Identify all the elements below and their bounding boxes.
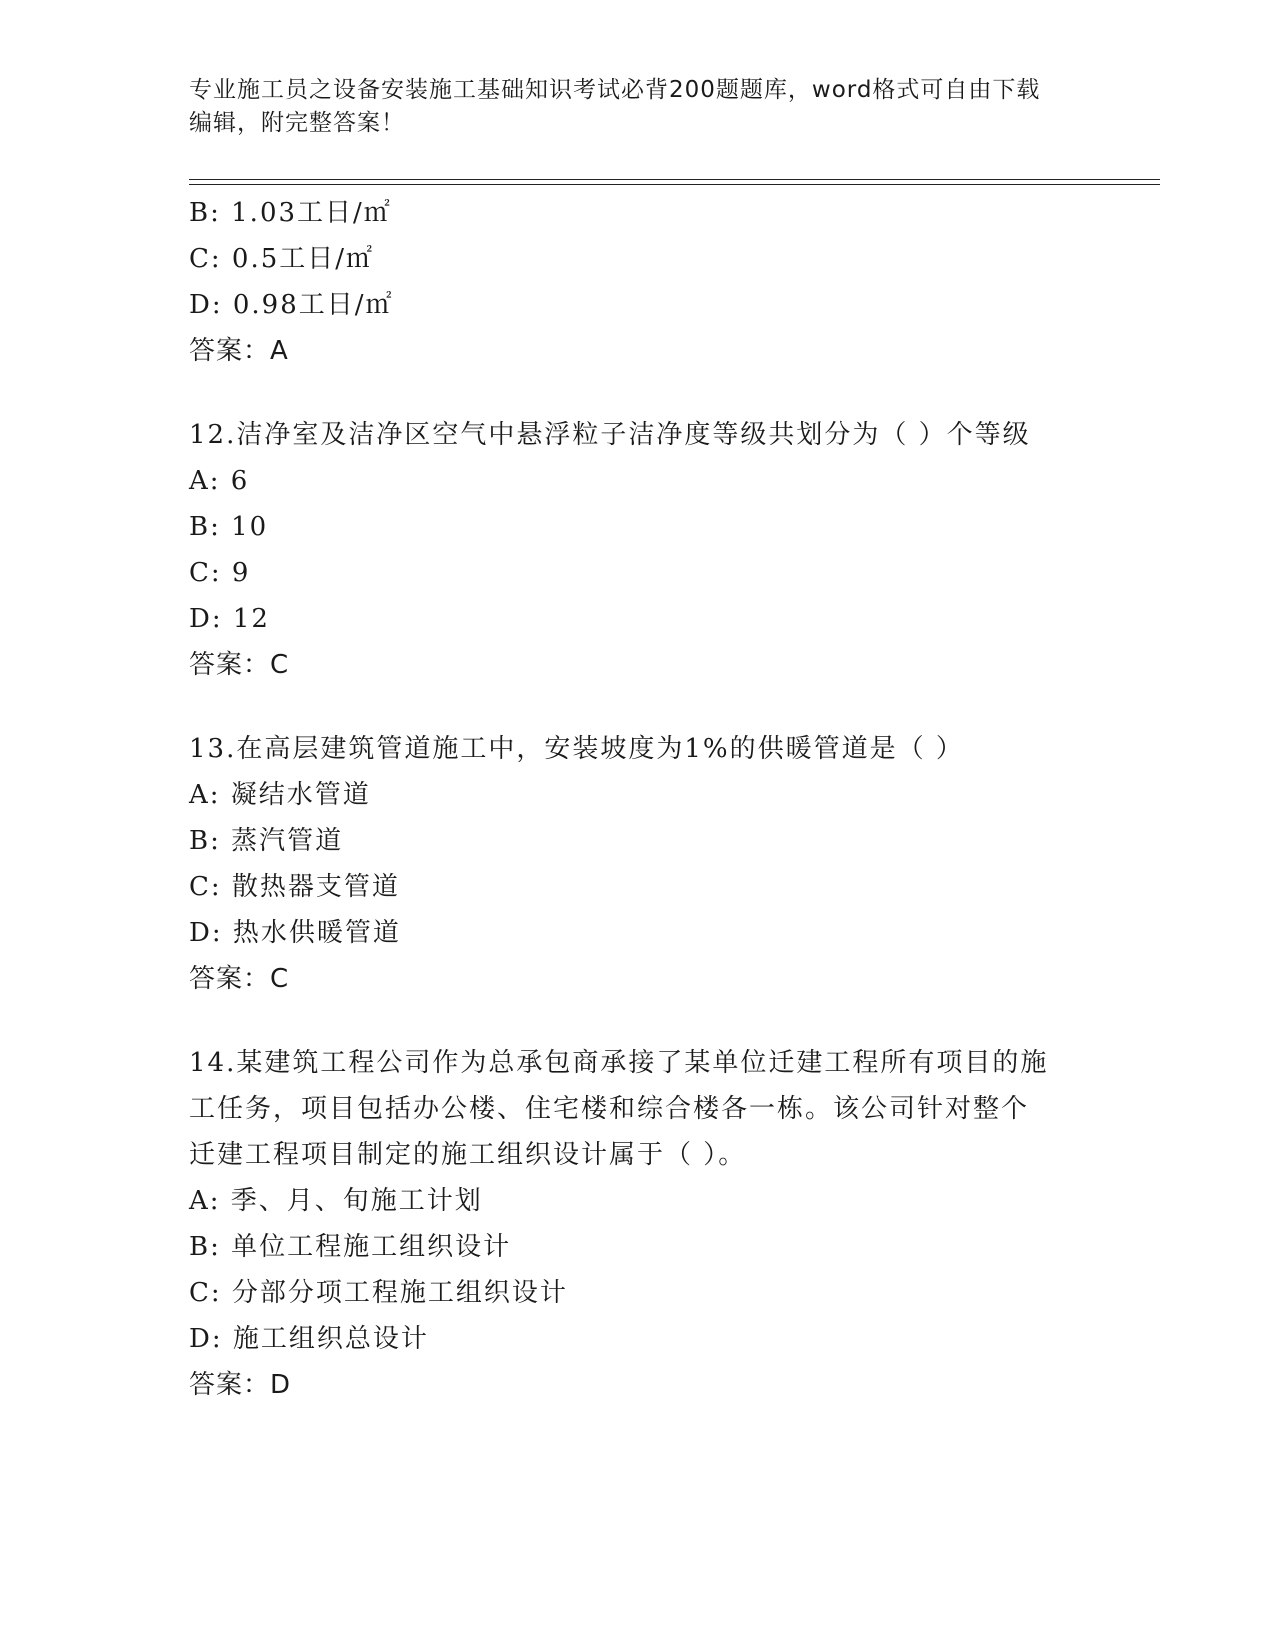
question-stem-line-2: 工任务，项目包括办公楼、住宅楼和综合楼各一栋。该公司针对整个 — [189, 1094, 1030, 1124]
option-c: C: 散热器支管道 — [189, 872, 400, 902]
option-c: C: 9 — [189, 558, 251, 588]
answer-line: 答案：A — [189, 336, 289, 366]
question-stem: 12.洁净室及洁净区空气中悬浮粒子洁净度等级共划分为（ ）个等级 — [189, 420, 1031, 450]
header-divider-top — [189, 179, 1160, 180]
question-12 — [189, 412, 1089, 688]
header-divider-bottom — [189, 184, 1160, 185]
question-14 — [189, 1040, 1089, 1408]
option-a: A: 6 — [189, 466, 250, 496]
option-a: A: 季、月、旬施工计划 — [189, 1186, 483, 1216]
option-b: B: 1.03工日/㎡ — [189, 198, 392, 228]
option-c: C: 分部分项工程施工组织设计 — [189, 1278, 568, 1308]
spacer — [189, 688, 1089, 726]
option-b: B: 10 — [189, 512, 269, 542]
question-stem-line-3: 迁建工程项目制定的施工组织设计属于（ ）。 — [189, 1140, 747, 1170]
option-d: D: 热水供暖管道 — [189, 918, 401, 948]
answer-line: 答案：D — [189, 1370, 292, 1400]
option-d: D: 施工组织总设计 — [189, 1324, 429, 1354]
question-stem-line-1: 14.某建筑工程公司作为总承包商承接了某单位迁建工程所有项目的施 — [189, 1048, 1049, 1078]
option-b: B: 蒸汽管道 — [189, 826, 344, 856]
document-header — [189, 74, 1089, 140]
question-stem: 13.在高层建筑管道施工中，安装坡度为1%的供暖管道是（ ） — [189, 734, 964, 764]
spacer — [189, 1002, 1089, 1040]
header-line-1: 专业施工员之设备安装施工基础知识考试必背200题题库，word格式可自由下载 — [189, 77, 1041, 103]
question-13 — [189, 726, 1089, 1002]
answer-line: 答案：C — [189, 964, 290, 994]
header-line-2: 编辑，附完整答案！ — [189, 110, 405, 136]
option-b: B: 单位工程施工组织设计 — [189, 1232, 512, 1262]
spacer — [189, 374, 1089, 412]
option-d: D: 0.98工日/㎡ — [189, 290, 394, 320]
question-11-tail — [189, 190, 1089, 374]
option-d: D: 12 — [189, 604, 270, 634]
option-a: A: 凝结水管道 — [189, 780, 371, 810]
answer-line: 答案：C — [189, 650, 290, 680]
question-list — [189, 190, 1089, 1408]
option-c: C: 0.5工日/㎡ — [189, 244, 375, 274]
